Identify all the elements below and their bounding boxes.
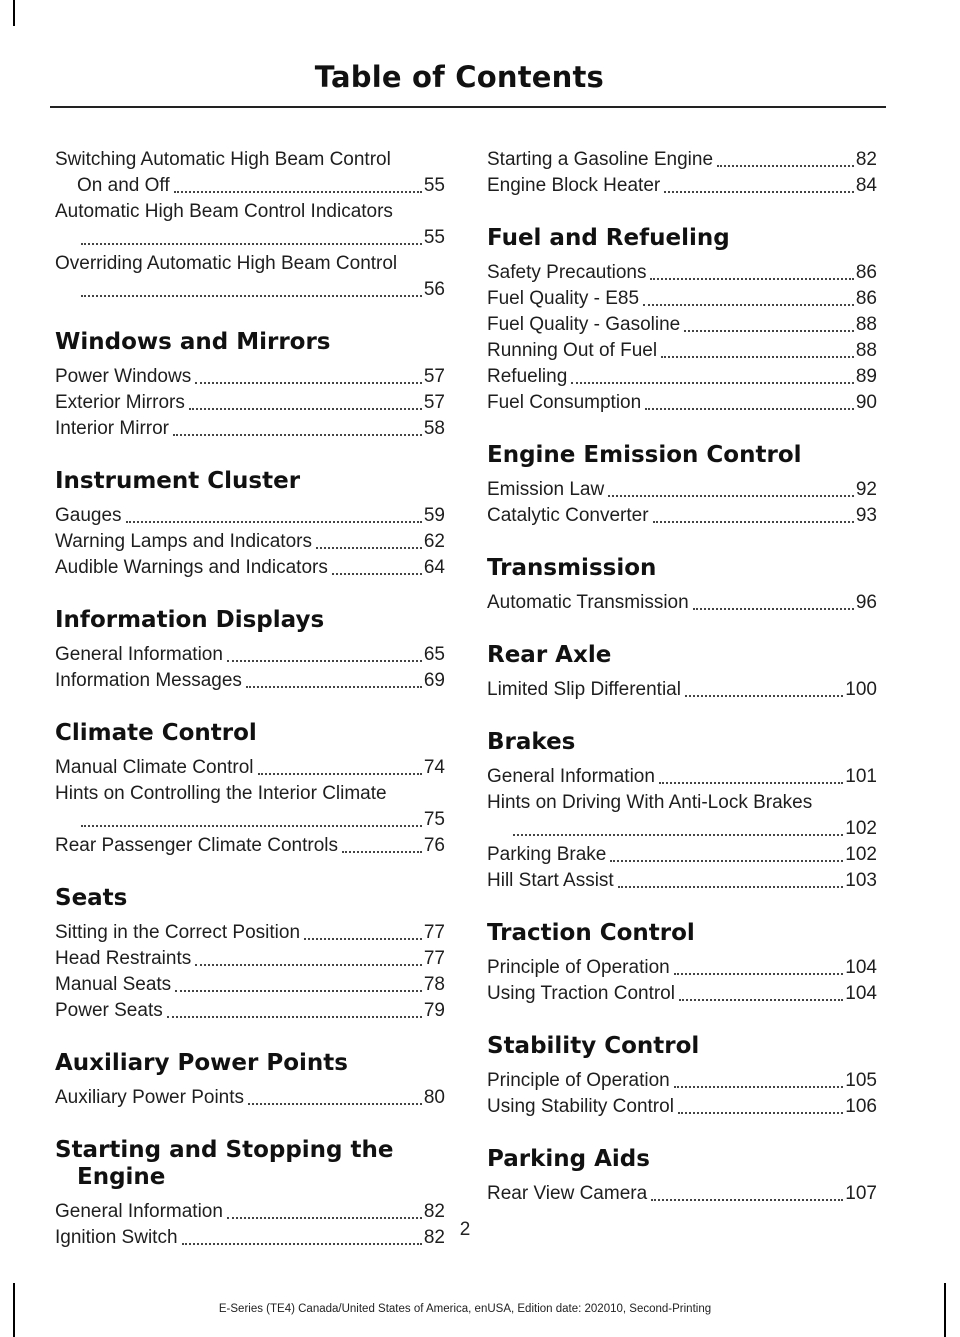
- toc-entry-title: Automatic High Beam Control Indicators: [55, 201, 393, 222]
- toc-entry-page: 86: [855, 288, 877, 309]
- section-heading-text-continued: Engine: [77, 1164, 166, 1190]
- toc-entry[interactable]: [55, 251, 445, 303]
- section-heading: [487, 920, 877, 947]
- dot-leader: [227, 660, 422, 662]
- dot-leader: [304, 938, 422, 940]
- toc-entry[interactable]: [487, 338, 877, 364]
- toc-entry-page: 74: [423, 757, 445, 778]
- toc-entry-page: 65: [423, 644, 445, 665]
- toc-entry-title: Sitting in the Correct Position: [55, 922, 301, 943]
- toc-entry[interactable]: [487, 1068, 877, 1094]
- toc-entry-page: 86: [855, 262, 877, 283]
- toc-entry[interactable]: [487, 286, 877, 312]
- toc-entry-page: 107: [845, 1183, 877, 1204]
- toc-entry-title: Emission Law: [487, 479, 605, 500]
- toc-right-column: [487, 147, 877, 1207]
- toc-entry-page: 69: [423, 670, 445, 691]
- toc-entry-page: 105: [845, 1070, 877, 1091]
- toc-entry[interactable]: [55, 946, 445, 972]
- toc-entry-title: Parking Brake: [487, 844, 607, 865]
- toc-entry-title: Power Seats: [55, 1000, 163, 1021]
- crop-mark-top-left: [13, 0, 15, 26]
- toc-entry[interactable]: [55, 642, 445, 668]
- dot-leader: [645, 408, 854, 410]
- dot-leader: [659, 782, 843, 784]
- toc-entry[interactable]: [487, 260, 877, 286]
- section-heading: [487, 642, 877, 669]
- toc-entry[interactable]: [55, 529, 445, 555]
- toc-entry[interactable]: [55, 147, 445, 199]
- toc-entry[interactable]: [55, 972, 445, 998]
- toc-entry-title: Ignition Switch: [55, 1227, 178, 1248]
- dot-leader: [651, 1199, 843, 1201]
- dot-leader: [650, 278, 853, 280]
- toc-entry-page: 57: [423, 366, 445, 387]
- toc-entry-page: 102: [845, 818, 877, 839]
- toc-entry-page: 82: [855, 149, 877, 170]
- toc-entry[interactable]: [487, 981, 877, 1007]
- header-rule: [50, 106, 886, 108]
- toc-entry-title: Interior Mirror: [55, 418, 170, 439]
- toc-entry-page: 104: [845, 957, 877, 978]
- toc-entry-title: Starting a Gasoline Engine: [487, 149, 714, 170]
- toc-entry-page: 79: [423, 1000, 445, 1021]
- toc-entry-page: 88: [855, 314, 877, 335]
- toc-entry-title: Manual Climate Control: [55, 757, 254, 778]
- toc-entry-page: 104: [845, 983, 877, 1004]
- section-heading-text: Fuel and Refueling: [487, 225, 730, 251]
- toc-entry-title: Information Messages: [55, 670, 242, 691]
- toc-entry[interactable]: [487, 173, 877, 199]
- toc-entry-page: 57: [423, 392, 445, 413]
- section-heading: [55, 885, 445, 912]
- section-heading: [55, 607, 445, 634]
- section-heading-text: Traction Control: [487, 920, 695, 946]
- toc-entry-page: 82: [423, 1227, 445, 1248]
- dot-leader: [618, 886, 844, 888]
- toc-entry[interactable]: [487, 764, 877, 790]
- dot-leader: [246, 686, 422, 688]
- toc-entry[interactable]: [487, 955, 877, 981]
- toc-entry-page: 75: [423, 809, 445, 830]
- edition-footer: E-Series (TE4) Canada/United States of America, enUSA, Edition date: 202010, Second-Printing: [218, 1303, 712, 1315]
- toc-entry-page: 106: [845, 1096, 877, 1117]
- toc-entry-title: Warning Lamps and Indicators: [55, 531, 312, 552]
- toc-entry-page: 84: [855, 175, 877, 196]
- dot-leader: [678, 1112, 843, 1114]
- toc-entry-page: 59: [423, 505, 445, 526]
- dot-leader: [653, 521, 854, 523]
- section-heading-text: Stability Control: [487, 1033, 700, 1059]
- section-heading: [487, 225, 877, 252]
- toc-entry-page: 90: [855, 392, 877, 413]
- toc-entry-page: 103: [845, 870, 877, 891]
- section-heading: [487, 555, 877, 582]
- toc-entry-page: 100: [845, 679, 877, 700]
- toc-entry[interactable]: [487, 868, 877, 894]
- toc-entry-title: Safety Precautions: [487, 262, 647, 283]
- toc-entry-title-continued: On and Off: [77, 175, 170, 196]
- dot-leader: [167, 1016, 422, 1018]
- section-heading-text: Brakes: [487, 729, 576, 755]
- toc-entry-page: 55: [423, 175, 445, 196]
- toc-entry-title: Auxiliary Power Points: [55, 1087, 245, 1108]
- dot-leader: [684, 330, 854, 332]
- toc-entry-title: Fuel Quality - E85: [487, 288, 640, 309]
- dot-leader: [81, 243, 422, 245]
- toc-left-column: [55, 147, 445, 1251]
- toc-entry-page: 92: [855, 479, 877, 500]
- toc-entry-title: Limited Slip Differential: [487, 679, 681, 700]
- toc-entry-page: 55: [423, 227, 445, 248]
- toc-entry-title: General Information: [487, 766, 655, 787]
- toc-entry[interactable]: [55, 920, 445, 946]
- dot-leader: [175, 990, 422, 992]
- section-heading-text: Windows and Mirrors: [55, 329, 331, 355]
- dot-leader: [195, 382, 422, 384]
- page-number: 2: [459, 1219, 471, 1240]
- dot-leader: [342, 851, 422, 853]
- toc-entry[interactable]: [487, 147, 877, 173]
- toc-entry[interactable]: [487, 364, 877, 390]
- toc-entry-title: Hill Start Assist: [487, 870, 614, 891]
- section-heading: [55, 468, 445, 495]
- section-heading-text: Instrument Cluster: [55, 468, 301, 494]
- toc-entry[interactable]: [487, 390, 877, 416]
- toc-entry[interactable]: [55, 199, 445, 251]
- toc-entry[interactable]: [55, 364, 445, 390]
- toc-entry-title: Rear Passenger Climate Controls: [55, 835, 339, 856]
- dot-leader: [195, 964, 422, 966]
- toc-entry-title: Principle of Operation: [487, 1070, 670, 1091]
- dot-leader: [189, 408, 422, 410]
- toc-entry-title: Hints on Driving With Anti-Lock Brakes: [487, 792, 813, 813]
- toc-entry-page: 102: [845, 844, 877, 865]
- toc-entry-page: 80: [423, 1087, 445, 1108]
- dot-leader: [81, 825, 422, 827]
- dot-leader: [173, 434, 422, 436]
- toc-entry-title: Fuel Quality - Gasoline: [487, 314, 681, 335]
- dot-leader: [674, 973, 844, 975]
- toc-entry[interactable]: [55, 755, 445, 781]
- dot-leader: [258, 773, 422, 775]
- toc-entry-page: 101: [845, 766, 877, 787]
- toc-entry[interactable]: [487, 842, 877, 868]
- toc-entry[interactable]: [487, 1094, 877, 1120]
- dot-leader: [693, 608, 854, 610]
- toc-entry[interactable]: [487, 477, 877, 503]
- toc-entry-title: Switching Automatic High Beam Control: [55, 149, 391, 170]
- section-heading-text: Parking Aids: [487, 1146, 650, 1172]
- dot-leader: [643, 304, 854, 306]
- toc-entry[interactable]: [487, 790, 877, 842]
- toc-entry[interactable]: [487, 1181, 877, 1207]
- dot-leader: [513, 834, 843, 836]
- toc-entry[interactable]: [55, 668, 445, 694]
- toc-entry-title: Catalytic Converter: [487, 505, 649, 526]
- section-heading-text: Transmission: [487, 555, 657, 581]
- dot-leader: [174, 191, 422, 193]
- dot-leader: [182, 1243, 422, 1245]
- toc-entry-page: 93: [855, 505, 877, 526]
- section-heading: [487, 1146, 877, 1173]
- page-title: Table of Contents: [314, 60, 604, 94]
- toc-entry-title: Refueling: [487, 366, 568, 387]
- toc-entry[interactable]: [487, 677, 877, 703]
- toc-entry-page: 76: [423, 835, 445, 856]
- section-heading-text: Information Displays: [55, 607, 325, 633]
- dot-leader: [664, 191, 854, 193]
- dot-leader: [81, 295, 422, 297]
- toc-entry-page: 96: [855, 592, 877, 613]
- toc-entry-page: 78: [423, 974, 445, 995]
- toc-entry-page: 56: [423, 279, 445, 300]
- toc-entry-title: General Information: [55, 644, 223, 665]
- toc-entry-title: Manual Seats: [55, 974, 172, 995]
- dot-leader: [126, 521, 422, 523]
- toc-entry-title: Exterior Mirrors: [55, 392, 185, 413]
- toc-entry-title: General Information: [55, 1201, 223, 1222]
- toc-entry-page: 62: [423, 531, 445, 552]
- toc-entry-page: 88: [855, 340, 877, 361]
- dot-leader: [679, 999, 843, 1001]
- crop-mark-bottom-right: [944, 1283, 946, 1337]
- section-heading-text: Auxiliary Power Points: [55, 1050, 348, 1076]
- section-heading: [55, 1137, 445, 1191]
- toc-entry-page: 77: [423, 922, 445, 943]
- section-heading: [55, 329, 445, 356]
- dot-leader: [674, 1086, 844, 1088]
- dot-leader: [608, 495, 854, 497]
- dot-leader: [685, 695, 843, 697]
- toc-entry-title: Fuel Consumption: [487, 392, 642, 413]
- dot-leader: [717, 165, 854, 167]
- toc-entry-title: Engine Block Heater: [487, 175, 661, 196]
- toc-entry-page: 89: [855, 366, 877, 387]
- toc-entry-page: 82: [423, 1201, 445, 1222]
- dot-leader: [316, 547, 422, 549]
- toc-entry[interactable]: [487, 503, 877, 529]
- toc-entry-title: Using Traction Control: [487, 983, 675, 1004]
- toc-entry-title: Hints on Controlling the Interior Climate: [55, 783, 387, 804]
- toc-entry[interactable]: [55, 390, 445, 416]
- section-heading: [55, 1050, 445, 1077]
- toc-entry[interactable]: [487, 590, 877, 616]
- toc-entry-title: Principle of Operation: [487, 957, 670, 978]
- toc-entry-title: Gauges: [55, 505, 122, 526]
- toc-entry[interactable]: [55, 833, 445, 859]
- toc-entry[interactable]: [55, 555, 445, 581]
- section-heading-text: Seats: [55, 885, 128, 911]
- toc-entry[interactable]: [55, 1085, 445, 1111]
- toc-entry-title: Using Stability Control: [487, 1096, 674, 1117]
- toc-entry[interactable]: [55, 503, 445, 529]
- section-heading: [55, 720, 445, 747]
- toc-entry-title: Overriding Automatic High Beam Control: [55, 253, 398, 274]
- toc-entry-title: Rear View Camera: [487, 1183, 648, 1204]
- section-heading-text: Engine Emission Control: [487, 442, 802, 468]
- toc-entry-page: 58: [423, 418, 445, 439]
- toc-entry[interactable]: [55, 781, 445, 833]
- dot-leader: [332, 573, 422, 575]
- section-heading-text: Climate Control: [55, 720, 257, 746]
- dot-leader: [610, 860, 843, 862]
- toc-entry-page: 77: [423, 948, 445, 969]
- dot-leader: [248, 1103, 422, 1105]
- section-heading: [487, 729, 877, 756]
- toc-entry-page: 64: [423, 557, 445, 578]
- toc-entry-title: Head Restraints: [55, 948, 192, 969]
- section-heading: [487, 442, 877, 469]
- toc-entry[interactable]: [55, 998, 445, 1024]
- section-heading: [487, 1033, 877, 1060]
- dot-leader: [661, 356, 854, 358]
- toc-entry[interactable]: [55, 416, 445, 442]
- section-heading-text: Starting and Stopping the: [55, 1137, 394, 1163]
- toc-entry[interactable]: [487, 312, 877, 338]
- toc-entry-title: Running Out of Fuel: [487, 340, 658, 361]
- section-heading-text: Rear Axle: [487, 642, 612, 668]
- toc-entry-title: Power Windows: [55, 366, 192, 387]
- dot-leader: [571, 382, 854, 384]
- toc-entry-title: Automatic Transmission: [487, 592, 689, 613]
- toc-entry-title: Audible Warnings and Indicators: [55, 557, 328, 578]
